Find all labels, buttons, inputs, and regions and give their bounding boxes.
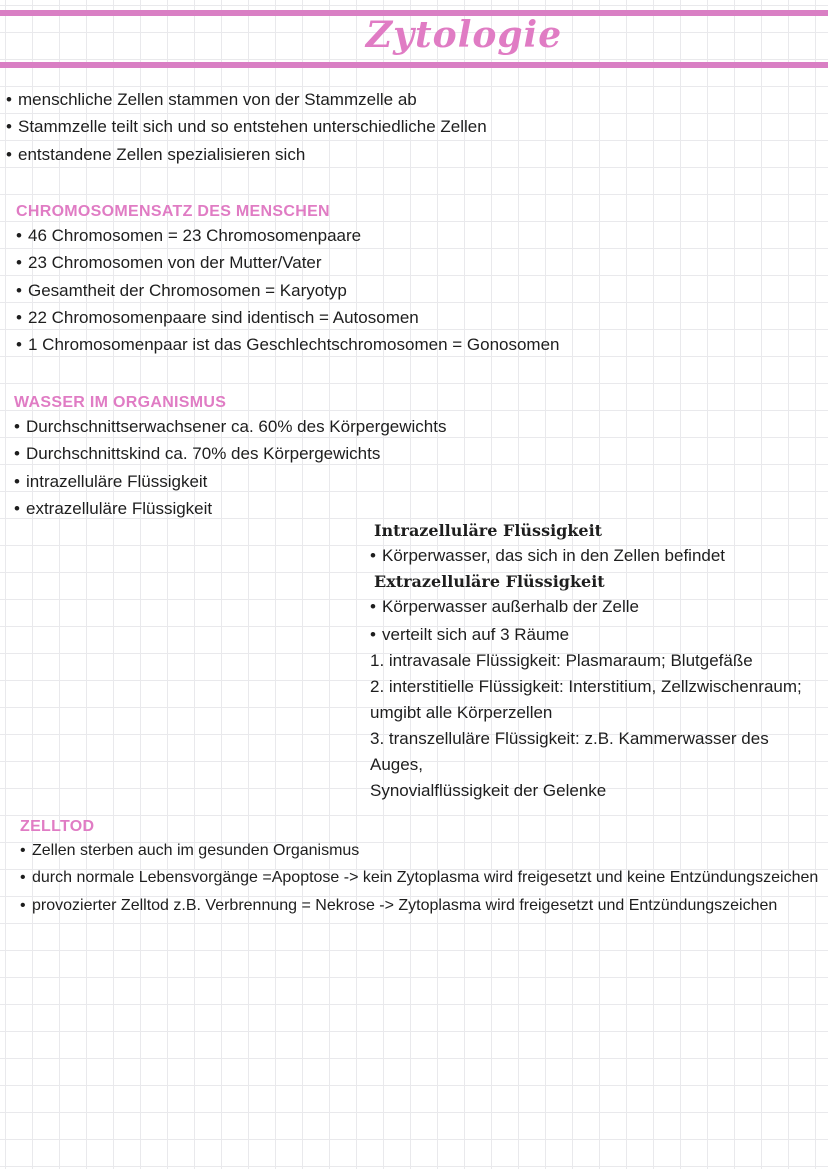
page-title: Zytologie — [365, 14, 563, 56]
header-rule-bottom — [0, 62, 828, 68]
list-item: • 1 Chromosomenpaar ist das Geschlechtschromosomen = Gonosomen — [16, 331, 560, 358]
list-item: • 23 Chromosomen von der Mutter/Vater — [16, 249, 560, 276]
section-heading-water: WASSER IM ORGANISMUS — [14, 394, 227, 411]
intro-list — [6, 86, 487, 168]
list-item: • intrazelluläre Flüssigkeit — [14, 468, 446, 495]
chromosomes-section — [16, 202, 560, 358]
intro-section — [6, 86, 487, 168]
space-2: 2. interstitielle Flüssigkeit: Interstitium, Zellzwischenraum; — [370, 676, 802, 696]
extra-list — [370, 593, 820, 648]
space-2-cont: umgibt alle Körperzellen — [370, 702, 553, 722]
list-item: • Körperwasser, das sich in den Zellen befindet — [370, 542, 820, 569]
list-item: • 46 Chromosomen = 23 Chromosomenpaare — [16, 222, 560, 249]
list-item: • Körperwasser außerhalb der Zelle — [370, 593, 820, 620]
list-item: • Stammzelle teilt sich und so entstehen unterschiedliche Zellen — [6, 113, 487, 140]
list-item: • menschliche Zellen stammen von der Stammzelle ab — [6, 86, 487, 113]
section-heading-chromosomes: CHROMOSOMENSATZ DES MENSCHEN — [16, 203, 330, 220]
space-3: 3. transzelluläre Flüssigkeit: z.B. Kammerwasser des Auges, — [370, 728, 769, 774]
intra-list — [370, 542, 820, 569]
list-item: • provozierter Zelltod z.B. Verbrennung = Nekrose -> Zytoplasma wird freigesetzt und Entzündungszeichen — [20, 892, 818, 919]
list-item: • 22 Chromosomenpaare sind identisch = Autosomen — [16, 304, 560, 331]
list-item: • Zellen sterben auch im gesunden Organismus — [20, 837, 818, 864]
list-item: • verteilt sich auf 3 Räume — [370, 621, 820, 648]
water-section — [14, 393, 446, 522]
list-item: • extrazelluläre Flüssigkeit — [14, 495, 446, 522]
list-item: • durch normale Lebensvorgänge =Apoptose -> kein Zytoplasma wird freigesetzt und keine Entzündungszeichen — [20, 864, 818, 891]
list-item: • Durchschnittskind ca. 70% des Körpergewichts — [14, 440, 446, 467]
fluids-detail — [370, 520, 820, 804]
extra-heading: Extrazelluläre Flüssigkeit — [374, 572, 605, 592]
celldeath-section — [20, 817, 818, 919]
celldeath-list — [20, 837, 818, 919]
list-item: • Durchschnittserwachsener ca. 60% des Körpergewichts — [14, 413, 446, 440]
water-list — [14, 413, 446, 522]
space-1: 1. intravasale Flüssigkeit: Plasmaraum; Blutgefäße — [370, 650, 753, 670]
intra-heading: Intrazelluläre Flüssigkeit — [374, 521, 603, 540]
list-item: • Gesamtheit der Chromosomen = Karyotyp — [16, 277, 560, 304]
section-heading-celldeath: ZELLTOD — [20, 818, 95, 835]
space-3-cont: Synovialflüssigkeit der Gelenke — [370, 780, 607, 800]
list-item: • entstandene Zellen spezialisieren sich — [6, 141, 487, 168]
chromosomes-list — [16, 222, 560, 358]
